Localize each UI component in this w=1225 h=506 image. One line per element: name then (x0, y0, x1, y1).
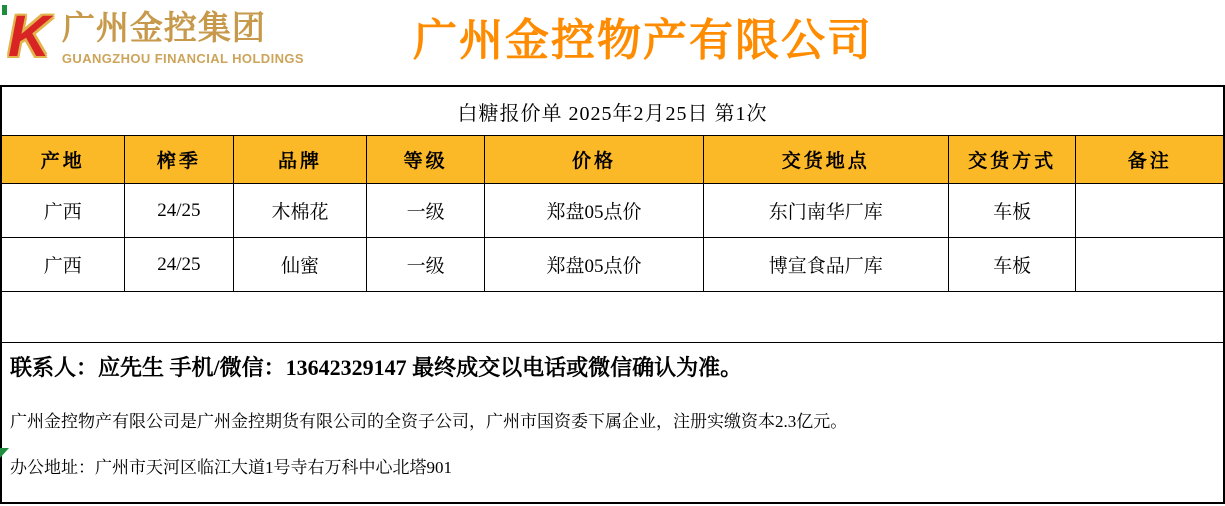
table-row (2, 184, 1223, 238)
cell-delivery-location: 东门南华厂库 (704, 184, 949, 237)
green-marker-icon (2, 5, 7, 15)
empty-spacer-row (2, 292, 1223, 343)
brand-band (0, 0, 1225, 85)
page-title: 广州金控物产有限公司 (413, 16, 873, 65)
cell-remarks (1076, 184, 1223, 237)
company-note: 广州金控物产有限公司是广州金控期货有限公司的全资子公司，广州市国资委下属企业，注册实缴资本2.3亿元。 (10, 412, 848, 431)
logo-company-name-en: GUANGZHOU FINANCIAL HOLDINGS (61, 51, 304, 66)
cell-crush-season: 24/25 (125, 184, 235, 237)
table-title: 白糖报价单 2025年2月25日 第1次 (457, 102, 768, 125)
cell-origin: 广西 (2, 184, 125, 237)
company-logo (8, 6, 304, 68)
header-cell-price: 价格 (485, 136, 703, 183)
table-title-row (2, 87, 1223, 136)
cell-delivery-method: 车板 (949, 238, 1077, 291)
cell-delivery-method: 车板 (949, 184, 1077, 237)
header-cell-crush-season: 榨季 (125, 136, 235, 183)
table-row (2, 238, 1223, 292)
cell-brand: 仙蜜 (234, 238, 367, 291)
green-triangle-icon (0, 448, 9, 458)
cell-delivery-location: 博宣食品厂库 (704, 238, 949, 291)
footer-section (2, 343, 1223, 502)
header-cell-brand: 品牌 (234, 136, 367, 183)
cell-crush-season: 24/25 (125, 238, 235, 291)
cell-brand: 木棉花 (234, 184, 367, 237)
header-cell-grade: 等级 (367, 136, 486, 183)
cell-origin: 广西 (2, 238, 125, 291)
quote-table (0, 85, 1225, 504)
contact-line: 联系人：应先生 手机/微信：13642329147 最终成交以电话或微信确认为准。 (10, 355, 743, 380)
table-header-row (2, 136, 1223, 184)
logo-text-block (62, 8, 304, 66)
cell-price: 郑盘05点价 (485, 184, 703, 237)
cell-remarks (1076, 238, 1223, 291)
header-cell-delivery-method: 交货方式 (949, 136, 1077, 183)
header-cell-delivery-location: 交货地点 (704, 136, 949, 183)
header-cell-origin: 产地 (2, 136, 125, 183)
header-cell-remarks: 备注 (1127, 151, 1172, 172)
cell-grade: 一级 (367, 238, 486, 291)
cell-price: 郑盘05点价 (485, 238, 703, 291)
logo-k-icon: K (8, 4, 50, 69)
office-address: 办公地址：广州市天河区临江大道1号寺右万科中心北塔901 (10, 458, 452, 477)
logo-company-name-cn: 广州金控集团 (61, 9, 266, 46)
cell-grade: 一级 (367, 184, 486, 237)
